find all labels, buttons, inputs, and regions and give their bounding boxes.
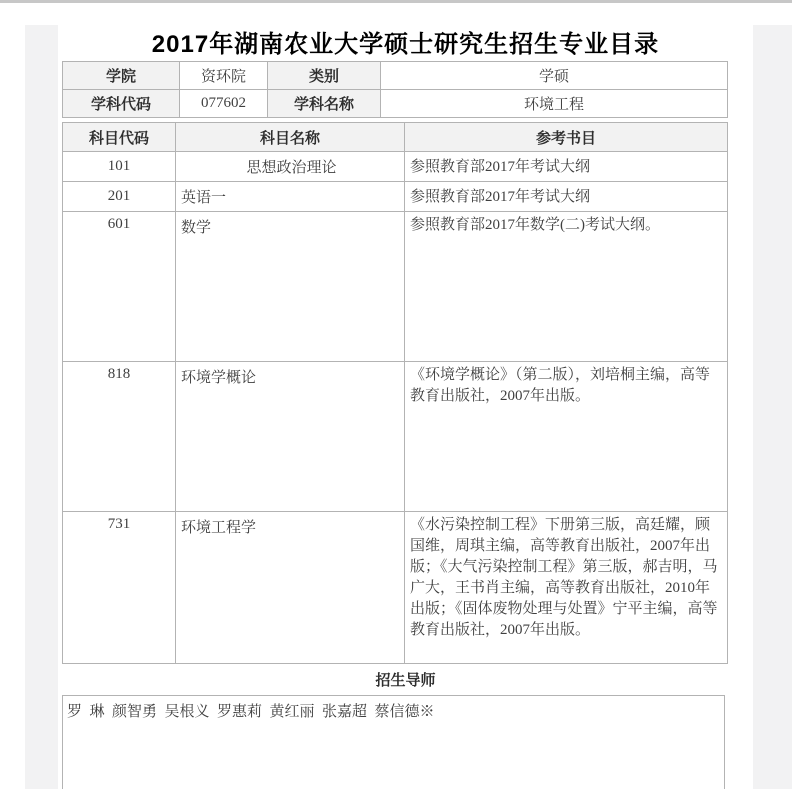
subject-code: 601	[63, 212, 176, 362]
subject-code: 201	[63, 182, 176, 212]
subject-reference: 《水污染控制工程》下册第三版，高廷耀，顾国维，周琪主编，高等教育出版社，2007年出版；《大气污染控制工程》第三版，郝吉明，马广大，王书肖主编，高等教育出版社，2010年出版；《固体废物处理与处置》宁平主编，高等教育出版社，2007年出版。	[405, 512, 728, 664]
subjects-table	[62, 122, 728, 664]
reference-header: 参考书目	[405, 123, 728, 152]
subject-name: 环境学概论	[176, 362, 405, 512]
top-border-line	[0, 0, 792, 3]
subject-name: 思想政治理论	[176, 152, 405, 182]
subject-name: 英语一	[176, 182, 405, 212]
table-header-row	[63, 123, 728, 152]
discipline-name-value: 环境工程	[381, 90, 728, 118]
info-table	[62, 61, 728, 118]
subject-name: 环境工程学	[176, 512, 405, 664]
subject-reference: 参照教育部2017年考试大纲	[405, 182, 728, 212]
discipline-code-value: 077602	[180, 90, 268, 118]
page-title: 2017年湖南农业大学硕士研究生招生专业目录	[151, 31, 660, 58]
table-row	[63, 152, 728, 182]
tutors-box	[62, 695, 725, 789]
discipline-code-label: 学科代码	[63, 90, 180, 118]
category-value: 学硕	[381, 62, 728, 90]
subject-code: 731	[63, 512, 176, 664]
subject-code-header: 科目代码	[63, 123, 176, 152]
subject-name-header: 科目名称	[176, 123, 405, 152]
table-row	[63, 512, 728, 664]
college-value: 资环院	[180, 62, 268, 90]
subject-reference: 参照教育部2017年数学(二)考试大纲。	[405, 212, 728, 362]
subject-name: 数学	[176, 212, 405, 362]
tutors-names: 罗 琳 颜智勇 吴根义 罗惠莉 黄红丽 张嘉超 蔡信德※	[67, 704, 435, 720]
college-label: 学院	[63, 62, 180, 90]
subject-code: 101	[63, 152, 176, 182]
subject-reference: 参照教育部2017年考试大纲	[405, 152, 728, 182]
table-row	[63, 182, 728, 212]
table-row	[63, 90, 728, 118]
table-row	[63, 362, 728, 512]
tutors-heading: 招生导师	[375, 672, 436, 689]
document-page	[58, 25, 753, 789]
category-label: 类别	[268, 62, 381, 90]
table-row	[63, 62, 728, 90]
subject-reference: 《环境学概论》（第二版），刘培桐主编，高等教育出版社，2007年出版。	[405, 362, 728, 512]
subject-code: 818	[63, 362, 176, 512]
table-row	[63, 212, 728, 362]
discipline-name-label: 学科名称	[268, 90, 381, 118]
